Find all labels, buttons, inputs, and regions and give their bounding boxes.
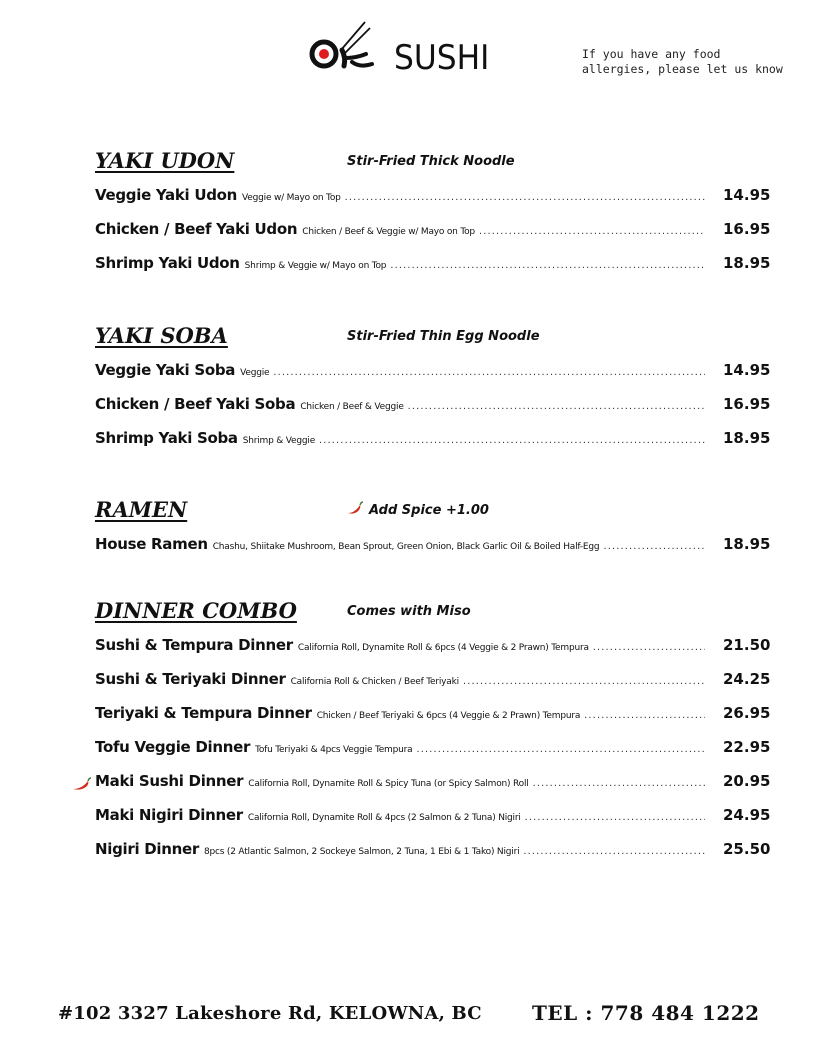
menu-item	[95, 636, 771, 658]
dot-leader	[390, 259, 705, 271]
menu-footer	[0, 1003, 816, 1033]
item-price: 14.95	[723, 186, 771, 204]
menu-header	[0, 18, 816, 88]
menu-item	[95, 738, 771, 760]
restaurant-phone: TEL : 778 484 1222	[532, 1001, 760, 1025]
item-price: 24.95	[723, 806, 771, 824]
section-subtitle: Comes with Miso	[347, 604, 471, 619]
restaurant-address: #102 3327 Lakeshore Rd, KELOWNA, BC	[58, 1003, 482, 1024]
item-description: Shrimp & Veggie	[242, 436, 316, 446]
menu-item	[95, 254, 771, 276]
item-name: Chicken / Beef Yaki Soba	[95, 395, 296, 413]
item-description: Chashu, Shiitake Mushroom, Bean Sprout, Green Onion, Black Garlic Oil & Boiled Half-Egg	[212, 542, 600, 552]
item-price: 18.95	[723, 254, 771, 272]
dot-leader	[319, 434, 705, 446]
chili-pepper-icon	[72, 777, 92, 791]
dot-leader	[523, 845, 705, 857]
item-price: 14.95	[723, 361, 771, 379]
section-subtitle: Stir-Fried Thick Noodle	[347, 154, 515, 169]
item-description: Chicken / Beef & Veggie	[300, 402, 404, 412]
item-name: Veggie Yaki Soba	[95, 361, 236, 379]
item-description: Veggie	[240, 368, 270, 378]
chili-pepper-icon	[347, 501, 363, 515]
allergy-line-2: allergies, please let us know	[582, 62, 783, 76]
dot-leader	[463, 675, 705, 687]
item-description: California Roll & Chicken / Beef Teriyaki	[290, 677, 459, 687]
dot-leader	[525, 811, 705, 823]
dot-leader	[273, 366, 705, 378]
item-price: 18.95	[723, 429, 771, 447]
item-description: California Roll, Dynamite Roll & Spicy Tuna (or Spicy Salmon) Roll	[248, 779, 529, 789]
section-subtitle: Stir-Fried Thin Egg Noodle	[347, 329, 540, 344]
item-name: Chicken / Beef Yaki Udon	[95, 220, 298, 238]
item-name: House Ramen	[95, 535, 208, 553]
menu-item	[95, 220, 771, 242]
item-description: Chicken / Beef Teriyaki & 6pcs (4 Veggie & 2 Prawn) Tempura	[316, 711, 581, 721]
item-price: 18.95	[723, 535, 771, 553]
allergy-line-1: If you have any food	[582, 47, 721, 61]
menu-item	[95, 806, 771, 828]
dot-leader	[584, 709, 705, 721]
item-description: Veggie w/ Mayo on Top	[242, 193, 341, 203]
item-name: Shrimp Yaki Udon	[95, 254, 240, 272]
item-description: California Roll, Dynamite Roll & 4pcs (2 Salmon & 2 Tuna) Nigiri	[247, 813, 521, 823]
dot-leader	[408, 400, 705, 412]
item-price: 24.25	[723, 670, 771, 688]
item-name: Nigiri Dinner	[95, 840, 199, 858]
dot-leader	[603, 540, 705, 552]
restaurant-logo	[308, 18, 508, 78]
menu-item	[95, 395, 771, 417]
item-description: Tofu Teriyaki & 4pcs Veggie Tempura	[255, 745, 413, 755]
item-price: 20.95	[723, 772, 771, 790]
section-title: YAKI SOBA	[95, 323, 228, 348]
menu-item	[95, 429, 771, 451]
logo-text: SUSHI	[394, 38, 490, 78]
section-title: RAMEN	[95, 497, 188, 522]
item-price: 26.95	[723, 704, 771, 722]
item-description: Chicken / Beef & Veggie w/ Mayo on Top	[302, 227, 475, 237]
item-price: 21.50	[723, 636, 771, 654]
item-price: 16.95	[723, 395, 771, 413]
menu-item	[95, 840, 771, 862]
item-name: Sushi & Tempura Dinner	[95, 636, 293, 654]
sushi-chopsticks-logo-icon	[308, 18, 394, 78]
item-name: Tofu Veggie Dinner	[95, 738, 251, 756]
item-name: Veggie Yaki Udon	[95, 186, 238, 204]
allergy-notice	[582, 47, 783, 77]
section-subtitle: Add Spice +1.00	[369, 503, 489, 518]
section-title: DINNER COMBO	[95, 598, 297, 623]
menu-item	[95, 535, 771, 557]
item-description: Shrimp & Veggie w/ Mayo on Top	[244, 261, 387, 271]
dot-leader	[416, 743, 705, 755]
item-name: Teriyaki & Tempura Dinner	[95, 704, 312, 722]
item-name: Sushi & Teriyaki Dinner	[95, 670, 286, 688]
dot-leader	[593, 641, 705, 653]
menu-item	[95, 670, 771, 692]
dot-leader	[533, 777, 705, 789]
section-title: YAKI UDON	[95, 148, 235, 173]
item-price: 25.50	[723, 840, 771, 858]
item-description: 8pcs (2 Atlantic Salmon, 2 Sockeye Salmon, 2 Tuna, 1 Ebi & 1 Tako) Nigiri	[203, 847, 520, 857]
dot-leader	[345, 191, 705, 203]
item-price: 16.95	[723, 220, 771, 238]
menu-item	[95, 704, 771, 726]
item-name: Maki Nigiri Dinner	[95, 806, 243, 824]
item-name: Maki Sushi Dinner	[95, 772, 244, 790]
menu-item	[95, 361, 771, 383]
item-price: 22.95	[723, 738, 771, 756]
item-name: Shrimp Yaki Soba	[95, 429, 238, 447]
menu-item-spicy	[95, 772, 771, 794]
dot-leader	[479, 225, 705, 237]
menu-item	[95, 186, 771, 208]
item-description: California Roll, Dynamite Roll & 6pcs (4 Veggie & 2 Prawn) Tempura	[297, 643, 589, 653]
